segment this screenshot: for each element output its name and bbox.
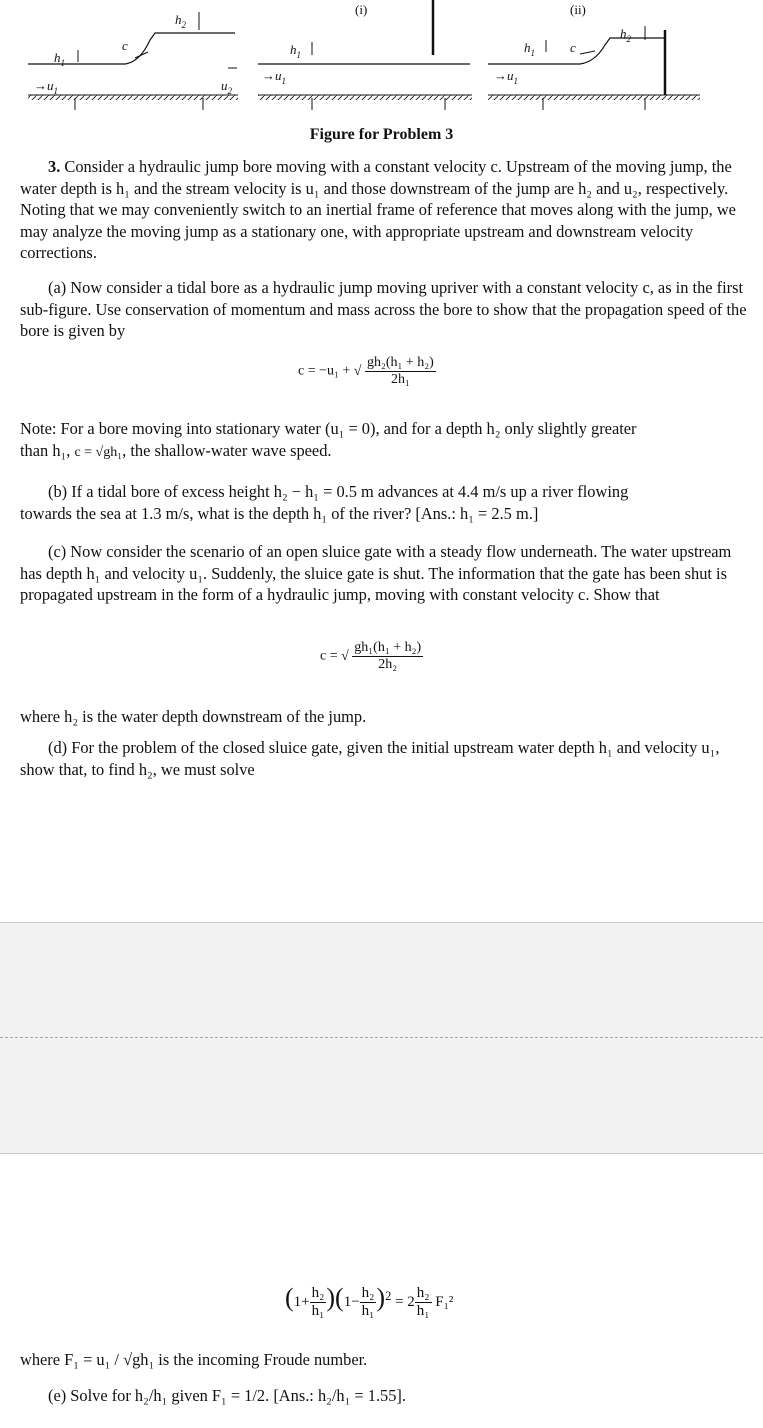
note-a-text: than h₁, bbox=[20, 440, 71, 460]
equation-a-fraction bbox=[365, 355, 436, 388]
ratio-den: h₁ bbox=[416, 1303, 430, 1320]
eq-d-exponent: 2 bbox=[385, 1289, 392, 1303]
part-b-text: (b) If a tidal bore of excess height bbox=[48, 482, 270, 501]
eq-d-rhs: = 2 bbox=[395, 1294, 415, 1310]
river-depth: h₁ bbox=[313, 503, 328, 523]
c-arrow bbox=[135, 52, 148, 58]
u1-label: $\to u_1$ bbox=[34, 78, 58, 96]
riverbed bbox=[28, 95, 238, 100]
bore-figure bbox=[0, 0, 763, 120]
eq-d-ratio bbox=[310, 1285, 327, 1320]
subfigure-ii bbox=[488, 2, 700, 110]
subfigure-tidal-bore bbox=[28, 12, 238, 110]
equation-d: (1+ $\frac{\text{h₂}}{\text{h₁}}$ )(1− $\frac{\text{h₂}}{\text{h₁}}$ )$^2$ = 2 $\frac{\text{h₂}}{\text{h₁}}$ F₁² bbox=[285, 1283, 454, 1320]
froude-definition: F₁ = u₁ / √gh₁ bbox=[64, 1350, 155, 1369]
part-b-text: advances at 4.4 m/s up a river flowing bbox=[377, 482, 629, 501]
problem-number: 3. bbox=[48, 157, 61, 176]
problem-intro bbox=[20, 156, 748, 264]
c-label: c bbox=[570, 40, 576, 55]
riverbed bbox=[258, 95, 472, 100]
excess-height: h₂ − h₁ = 0.5 m bbox=[273, 482, 374, 501]
part-b-text: towards the sea at 1.3 m/s, what is the depth bbox=[20, 503, 310, 523]
part-b-text: of the river? [Ans.: bbox=[331, 503, 456, 523]
equation-a bbox=[298, 355, 436, 388]
subfigure-label-ii: (ii) bbox=[570, 2, 586, 17]
part-c: (c) Now consider the scenario of an open sluice gate with a steady flow underneath. The water upstream has depth h₁ and velocity u₁. Suddenly, the sluice gate is shut. The information that the gate has been shut is propagated upstream in the form of a hydraulic jump, moving with constant velocity c. Show that bbox=[20, 542, 732, 604]
eq-d-one-plus: 1+ bbox=[293, 1294, 310, 1310]
shallow-wave-speed: c = √gh₁ bbox=[74, 444, 123, 460]
note-a-line2 bbox=[20, 440, 748, 464]
equation-c-lhs: c = bbox=[320, 648, 338, 664]
ratio-num: h₂ bbox=[311, 1285, 325, 1302]
part-a: (a) Now consider a tidal bore as a hydraulic jump moving upriver with a constant velocity c, as in the first sub-figure. Use conservation of momentum and mass across the bore to show that the propagation speed of the bore is given by bbox=[20, 278, 747, 340]
h1-label: $h_1$ bbox=[54, 50, 65, 68]
where-d-text: is the incoming Froude number. bbox=[158, 1350, 368, 1369]
sqrt-symbol: √ bbox=[341, 648, 349, 664]
ratio-den: h₁ bbox=[311, 1303, 325, 1320]
part-b bbox=[20, 481, 748, 524]
page-gap bbox=[0, 923, 763, 1153]
part-d: (d) For the problem of the closed sluice gate, given the initial upstream water depth h₁ and velocity u₁, show that, to find h₂, we must solve bbox=[20, 738, 720, 779]
u1-label: $\to u_1$ bbox=[262, 68, 286, 86]
note-a bbox=[20, 418, 748, 463]
where-c: where h₂ is the water depth downstream of the jump. bbox=[20, 707, 367, 726]
eq-d-one-minus: 1− bbox=[343, 1294, 360, 1310]
note-a-line1: Note: For a bore moving into stationary water (u₁ = 0), and for a depth h₂ only slightly greater bbox=[20, 419, 637, 438]
where-d bbox=[20, 1349, 748, 1371]
part-b-answer: h₁ = 2.5 m.] bbox=[460, 503, 539, 523]
eq-d-ratio bbox=[415, 1285, 432, 1320]
ratio-num: h₂ bbox=[416, 1285, 430, 1302]
riverbed bbox=[488, 95, 700, 100]
part-b-line2 bbox=[20, 503, 748, 525]
note-a-tail: , the shallow-water wave speed. bbox=[122, 440, 332, 460]
ratio-den: h₁ bbox=[361, 1303, 375, 1320]
water-surface bbox=[488, 38, 665, 64]
h1-label: $h_1$ bbox=[290, 42, 301, 60]
equation-c-numerator: gh₁(h₁ + h₂) bbox=[354, 640, 422, 655]
subfigure-label-i: (i) bbox=[355, 2, 368, 17]
equation-c-fraction bbox=[352, 640, 423, 673]
divider bbox=[0, 1153, 763, 1154]
c-label: c bbox=[122, 38, 128, 53]
sqrt-symbol: √ bbox=[353, 363, 362, 379]
where-d-text: where bbox=[20, 1350, 61, 1369]
equation-a-denominator: 2h₁ bbox=[390, 372, 410, 387]
page-break bbox=[0, 1037, 763, 1038]
h2-label: $h_2$ bbox=[175, 12, 186, 30]
part-e: (e) Solve for h₂/h₁ given F₁ = 1/2. [Ans.: h₂/h₁ = 1.55]. bbox=[48, 1386, 406, 1405]
subfigure-i bbox=[258, 0, 472, 110]
problem-intro-text: Consider a hydraulic jump bore moving with a constant velocity c. Upstream of the moving jump, the water depth is h₁ and the stream velocity is u₁ and those downstream of the jump are h₂ and u₂, respectively. Noting that we may conveniently switch to an inertial frame of reference that moves along with the jump, we may analyze the moving jump as a stationary one, with appropriate upstream and downstream velocity corrections. bbox=[20, 157, 736, 262]
equation-c-denominator: 2h₂ bbox=[378, 657, 398, 672]
equation-a-lhs: c = −u₁ + bbox=[298, 363, 351, 379]
ratio-num: h₂ bbox=[361, 1285, 375, 1302]
equation-c bbox=[320, 640, 423, 673]
froude-squared: F₁² bbox=[435, 1294, 454, 1310]
u1-label: $\to u_1$ bbox=[494, 68, 518, 86]
h1-label: $h_1$ bbox=[524, 40, 535, 58]
c-arrow bbox=[580, 51, 595, 54]
figure-caption: Figure for Problem 3 bbox=[309, 126, 454, 143]
u2-label: $u_2$ bbox=[221, 78, 232, 96]
h2-label: $h_2$ bbox=[620, 26, 631, 44]
equation-a-numerator: gh₂(h₁ + h₂) bbox=[366, 355, 434, 370]
part-b-line1 bbox=[20, 481, 748, 503]
eq-d-ratio bbox=[360, 1285, 377, 1320]
